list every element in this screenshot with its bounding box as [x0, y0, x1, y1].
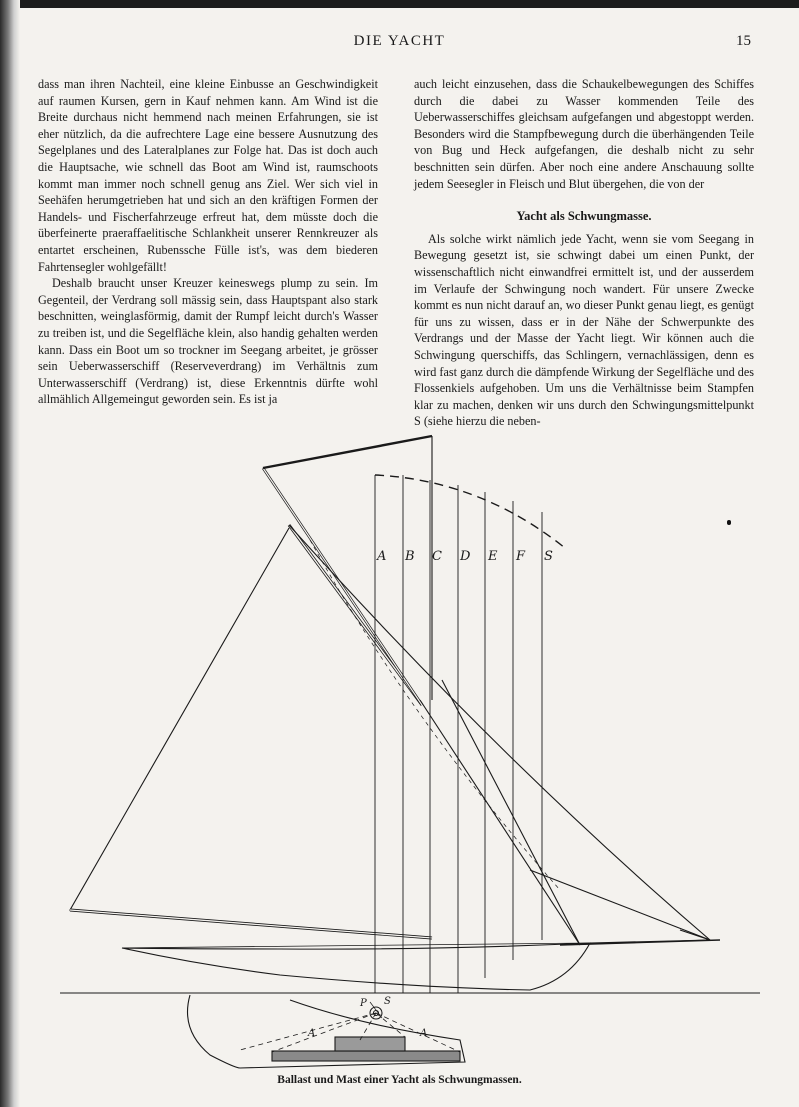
right-column — [414, 76, 754, 430]
station-label-c: C — [432, 549, 442, 564]
hull-label-a-left: A — [308, 1028, 316, 1039]
figure-caption: Ballast und Mast einer Yacht als Schwungmassen. — [277, 1074, 522, 1086]
yacht-diagram — [60, 400, 760, 1070]
station-label-f: F — [516, 549, 526, 564]
left-paragraph-2: Deshalb braucht unser Kreuzer keineswegs plump zu sein. Im Gegenteil, der Verdrang soll mässig sein, dass Hauptspant also stark beschnitten, weinglasförmig, damit der Rumpf leicht durch's Wasser zu treiben ist, und die Segelfläche klein, also handig gehalten werden kann. Dass ein Boot um so trockner im Seegang arbeitet, je grösser sein Ueberwasserschiff (Reserveverdrang) im Verhältnis zum Unterwasserschiff (Verdrang) ist, diese Erkenntnis dürfte wohl allmählich Allgemeingut geworden sein. Es ist ja — [38, 276, 378, 407]
headsail — [289, 525, 710, 945]
scan-edge-top — [0, 0, 799, 8]
page-number: 15 — [736, 33, 751, 49]
hull-label-a-right: A — [420, 1028, 428, 1039]
station-label-b: B — [405, 549, 415, 564]
right-paragraph-2: Als solche wirkt nämlich jede Yacht, wenn sie vom Seegang in Bewegung gesetzt ist, sie schwingt dabei um einen Punkt, der wissenschaftlich nicht einwandfrei ermittelt ist, und der ausserdem im Verlaufe der Schwingung noch wandert. Für unsere Zwecke kommt es nun nicht darauf an, wo dieser Punkt genau liegt, es genügt für uns zu wissen, dass er in der Nähe der Schwerpunkte des Verdrangs und der Masse der Yacht liegt. Wir können auch die Schwingung querschiffs, das Schlingern, vernachlässigen, denn es wird fast ganz durch die dämpfende Wirkung der Segelfläche und des Flossenkiels aufgehoben. Um uns die Verhältnisse beim Stampfen klar zu machen, denken wir uns durch den Schwingungsmittelpunkt S (siehe hierzu die neben- — [414, 231, 754, 429]
swing-arc — [375, 475, 565, 548]
hull-label-p: P — [360, 998, 367, 1009]
right-paragraph-1: auch leicht einzusehen, dass die Schaukelbewegungen des Schiffes durch die dabei zu Wasser kommenden Teile des Ueberwasserschiffes gleichsam aufgefangen und abgestoppt werden. Besonders wird die Stampfbewegung durch die überhängenden Teile von Bug und Heck aufgefangen, die deshalb nicht zu sehr beschnitten sein dürfen. Aber noch eine andere Anschauung sollte jedem Seesegler in Fleisch und Blut übergehen, die von der — [414, 77, 754, 191]
section-heading: Yacht als Schwungmasse. — [516, 209, 652, 224]
station-label-a: A — [377, 549, 387, 564]
left-column — [38, 76, 378, 408]
station-label-d: D — [460, 549, 471, 564]
hull-label-s: S — [384, 996, 391, 1007]
scan-edge-left — [0, 0, 20, 1107]
ink-speck — [727, 520, 731, 525]
station-label-e: E — [488, 549, 498, 564]
left-paragraph-1: dass man ihren Nachteil, eine kleine Einbusse an Geschwindigkeit auf raumen Kursen, gern in Kauf nehmen kann. Am Wind ist die Breite durchaus nicht hemmend nach meinen Erfahrungen, sie ist eher nützlich, da die aufrechtere Lage eine bessere Ausnutzung des Segelplanes und des Lateralplanes zur Folge hat. Das ist doch auch die Hauptsache, wie schnell das Boot am Wind ist, raumschoots kommt man immer noch schnell genug ans Ziel. Wer sich viel in Seehäfen herumgetrieben hat und sich an den kräftigen Formen der Handels- und Fischerfahrzeuge erfreut hat, dem müsste doch die überfeinerte praeraffaelitische Schlankheit unserer Rennkreuzer als entartet erscheinen, Rubenssche Fülle ist's, was dem biederen Fahrtensegler wohlgefällt! — [38, 77, 378, 274]
ballast — [272, 1051, 460, 1061]
mainsail — [70, 528, 430, 938]
ballast-top — [335, 1037, 405, 1051]
running-title: DIE YACHT — [353, 33, 446, 49]
hull — [122, 943, 590, 990]
station-label-s: S — [544, 549, 553, 564]
